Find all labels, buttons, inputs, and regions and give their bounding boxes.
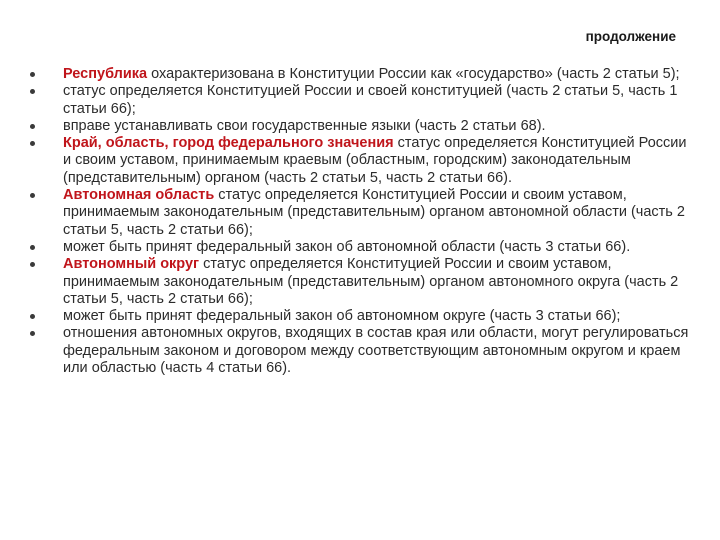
item-text: вправе устанавливать свои государственные языки (часть 2 статьи 68). [63,117,546,134]
list-item [30,325,695,377]
bullet-list [30,66,695,377]
bullet-icon [30,331,35,336]
item-text: отношения автономных округов, входящих в состав края или области, могут регулироваться федеральным законом и договором между соответствующим автономным округом и краем или областью (часть 4 статьи 66). [63,325,689,377]
list-item [30,118,695,135]
bullet-icon [30,72,35,77]
list-item [30,256,695,308]
continuation-label: продолжение [585,29,676,44]
list-item [30,83,695,118]
list-item [30,308,695,325]
bullet-icon [30,314,35,319]
item-highlight: Автономная область [63,187,215,204]
item-highlight: Автономный округ [63,256,200,273]
list-item [30,66,695,83]
bullet-icon [30,193,35,198]
item-text: статус определяется Конституцией России и своей конституцией (часть 2 статьи 5, часть 1 статьи 66); [63,83,678,117]
list-item [30,135,695,187]
item-text: статус определяется Конституцией России и своим уставом, принимаемым законодательным (представительным) органом автономного округа (часть 2 статьи 5, часть 2 статьи 66); [63,256,679,307]
item-text: может быть принят федеральный закон об автономной области (часть 3 статьи 66). [63,238,631,255]
list-item [30,239,695,256]
item-text: статус определяется Конституцией России и своим уставом, принимаемым законодательным (представительным) органом автономной области (часть 2 статьи 5, часть 2 статьи 66); [63,187,685,238]
item-text: статус определяется Конституцией России и своим уставом, принимаемым краевым (областным, городским) законодательным (представительным) органом (часть 2 статьи 5, часть 2 статьи 66). [63,135,687,186]
bullet-icon [30,124,35,129]
bullet-icon [30,89,35,94]
bullet-icon [30,245,35,250]
bullet-icon [30,262,35,267]
item-text: охарактеризована в Конституции России как «государство» (часть 2 статьи 5); [147,66,680,82]
item-highlight: Край, область, город федерального значения [63,135,394,152]
list-item [30,187,695,239]
item-highlight: Республика [63,66,148,82]
bullet-icon [30,141,35,146]
item-text: может быть принят федеральный закон об автономном округе (часть 3 статьи 66); [63,308,621,325]
